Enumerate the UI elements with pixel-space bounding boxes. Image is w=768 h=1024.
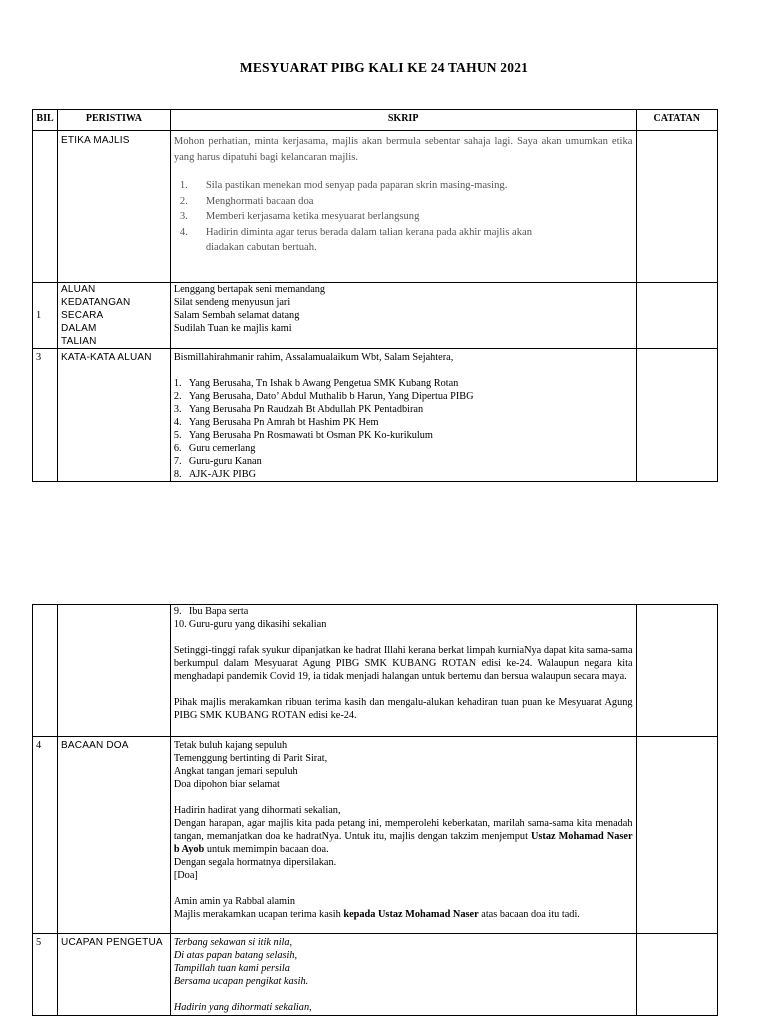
cell-catatan <box>636 349 717 482</box>
script-paragraph: Dengan harapan, agar majlis kita pada petang ini, memperolehi keberkatan, marilah sama-sama kita menadah tangan, memanjatkan doa ke hadratNya. Untuk itu, majlis dengan takzim menjemput Ustaz Mohamad Naser b Ayob untuk memimpin bacaan doa. <box>173 818 633 855</box>
pantun-line: Angkat tangan jemari sepuluh <box>173 766 298 777</box>
script-intro: Bismillahirahmanir rahim, Assalamualaikum Wbt, Salam Sejahtera, <box>173 352 454 363</box>
list-item: 4. Hadirin diminta agar terus berada dalam talian kerana pada akhir majlis akan diadakan cabutan bertuah. <box>179 226 533 253</box>
event-label: ETIKA MAJLIS <box>61 135 130 146</box>
event-label: TALIAN <box>61 336 97 347</box>
list-item: 2. Menghormati bacaan doa <box>179 195 314 207</box>
cell-catatan <box>636 934 717 1016</box>
cell-script <box>170 934 636 1016</box>
list-item: 8. AJK-AJK PIBG <box>173 469 257 480</box>
cell-script <box>170 283 636 349</box>
greeting-line: Hadirin hadirat yang dihormati sekalian, <box>173 805 341 816</box>
cell-event <box>58 934 171 1016</box>
list-item: 7. Guru-guru Kanan <box>173 456 262 467</box>
cell-bil <box>33 605 58 737</box>
header-catatan: CATATAN <box>636 110 717 131</box>
script-line: Dengan segala hormatnya dipersilakan. <box>173 857 337 868</box>
cell-bil: 3 <box>33 349 58 482</box>
list-item: 9. Ibu Bapa serta <box>173 606 249 617</box>
cell-event <box>58 349 171 482</box>
invitee-name: Ustaz Mohamad Naser b Ayob <box>173 831 633 855</box>
script-paragraph: Pihak majlis merakamkan ribuan terima kasih dan mengalu-alukan kehadiran tuan puan ke Mesyuarat Agung PIBG SMK KUBANG ROTAN edisi ke-24. <box>173 697 633 721</box>
cell-catatan <box>636 605 717 737</box>
row-aluan-kedatangan <box>33 283 718 349</box>
list-item: 3. Yang Berusaha Pn Raudzah Bt Abdullah PK Pentadbiran <box>173 404 424 415</box>
pantun-line: Di atas papan batang selasih, <box>173 950 298 961</box>
row-kata-kata-aluan-continued <box>33 605 718 737</box>
event-label: SECARA DALAM <box>61 310 103 334</box>
row-bacaan-doa <box>33 737 718 934</box>
pantun-line: Doa dipohon biar selamat <box>173 779 280 790</box>
pantun-line: Tetak buluh kajang sepuluh <box>173 740 288 751</box>
pantun-line: Temenggung bertinting di Parit Sirat, <box>173 753 328 764</box>
header-peristiwa: PERISTIWA <box>58 110 171 131</box>
cell-script <box>170 349 636 482</box>
cell-event <box>58 131 171 283</box>
script-line: [Doa] <box>173 870 198 881</box>
cell-bil: 5 <box>33 934 58 1016</box>
pantun-line: Tampillah tuan kami persila <box>173 963 290 974</box>
row-ucapan-pengetua <box>33 934 718 1016</box>
row-etika-majlis <box>33 131 718 283</box>
list-item: 1. Sila pastikan menekan mod senyap pada paparan skrin masing-masing. <box>179 180 508 191</box>
list-item: 4. Yang Berusaha Pn Amrah bt Hashim PK Hem <box>173 417 379 428</box>
pantun-line: Bersama ucapan pengikat kasih. <box>173 976 309 987</box>
table-header-row <box>33 110 718 131</box>
list-item: 5. Yang Berusaha Pn Rosmawati bt Osman PK Ko-kurikulum <box>173 430 433 441</box>
cell-event <box>58 283 171 349</box>
cell-script <box>170 131 636 283</box>
pantun-line: Salam Sembah selamat datang <box>173 310 300 321</box>
cell-script <box>170 605 636 737</box>
list-item: 6. Guru cemerlang <box>173 443 256 454</box>
cell-event <box>58 737 171 934</box>
pantun-line: Sudilah Tuan ke majlis kami <box>173 323 292 334</box>
pantun-line: Silat sendeng menyusun jari <box>173 297 291 308</box>
invitee-name: kepada Ustaz Mohamad Naser <box>343 909 479 920</box>
cell-event <box>58 605 171 737</box>
list-item: 2. Yang Berusaha, Dato’ Abdul Muthalib b Harun, Yang Dipertua PIBG <box>173 391 474 402</box>
script-line: Amin amin ya Rabbal alamin <box>173 896 296 907</box>
event-label: KATA-KATA ALUAN <box>61 352 152 363</box>
row-kata-kata-aluan <box>33 349 718 482</box>
list-item: 3. Memberi kerjasama ketika mesyuarat berlangsung <box>179 211 420 222</box>
event-label: UCAPAN PENGETUA <box>61 937 163 948</box>
script-table-part-1 <box>32 109 718 482</box>
cell-bil: 1 <box>33 283 58 349</box>
list-item: 1. Yang Berusaha, Tn Ishak b Awang Pengetua SMK Kubang Rotan <box>173 378 459 389</box>
pantun-line: Terbang sekawan si itik nila, <box>173 937 293 948</box>
pantun-line: Lenggang bertapak seni memandang <box>173 284 326 295</box>
header-bil: BIL <box>33 110 58 131</box>
event-label: BACAAN DOA <box>61 740 129 751</box>
script-paragraph: Setinggi-tinggi rafak syukur dipanjatkan ke hadrat Illahi kerana berkat limpah kurniaNya dapat kita sama-sama berkumpul dalam Mesyuarat Agung PIBG SMK KUBANG ROTAN edisi ke-24. Walaupun negara kita menghadapi pandemik Covid 19, ia tidak menjadi halangan untuk bertemu dan bersua walaupun secara maya. <box>173 645 633 682</box>
event-label: ALUAN <box>61 284 96 295</box>
script-intro: Mohon perhatian, minta kerjasama, majlis akan bermula sebentar sahaja lagi. Saya akan umumkan etika yang harus dipatuhi bagi kelancaran majlis. <box>173 136 633 163</box>
header-skrip: SKRIP <box>170 110 636 131</box>
event-label: KEDATANGAN <box>61 297 131 308</box>
cell-bil: 4 <box>33 737 58 934</box>
list-item: 10. Guru-guru yang dikasihi sekalian <box>173 619 327 630</box>
document-title: MESYUARAT PIBG KALI KE 24 TAHUN 2021 <box>239 60 529 75</box>
cell-catatan <box>636 737 717 934</box>
script-table-part-2 <box>32 604 718 1016</box>
cell-catatan <box>636 283 717 349</box>
cell-catatan <box>636 131 717 283</box>
cell-bil <box>33 131 58 283</box>
cell-script <box>170 737 636 934</box>
greeting-line: Hadirin yang dihormati sekalian, <box>173 1002 312 1013</box>
script-paragraph: Majlis merakamkan ucapan terima kasih kepada Ustaz Mohamad Naser atas bacaan doa itu tadi. <box>173 909 580 920</box>
